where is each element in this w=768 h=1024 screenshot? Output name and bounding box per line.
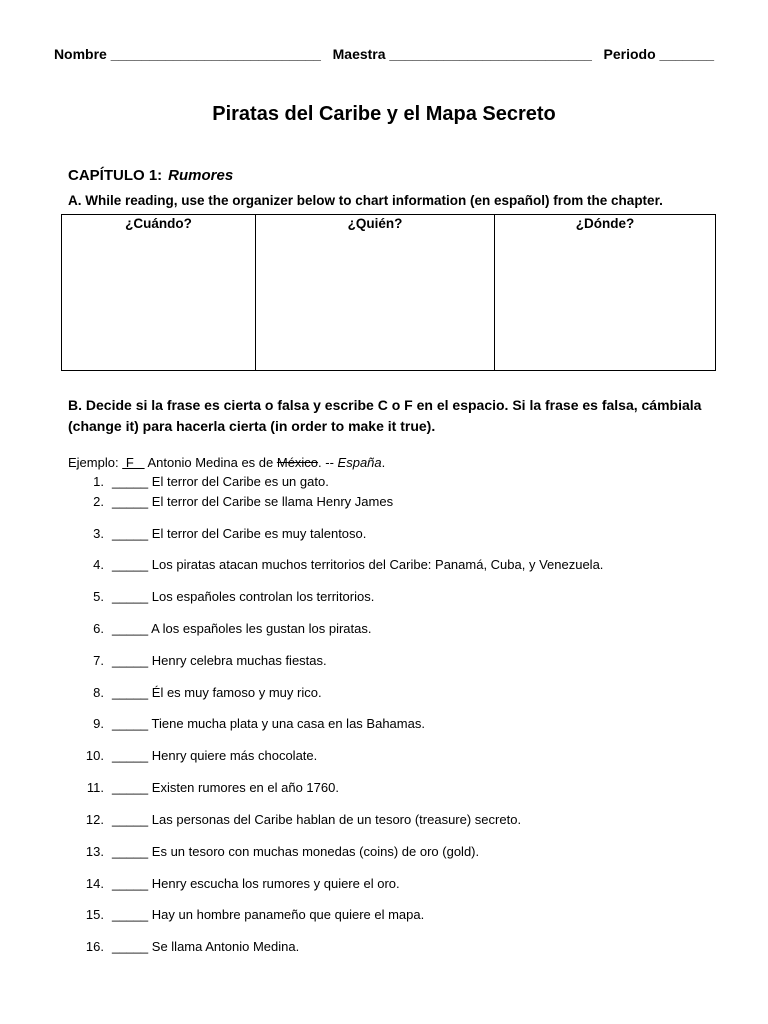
list-item xyxy=(68,474,728,490)
example-correction: España xyxy=(337,455,382,470)
list-item xyxy=(68,621,728,637)
list-item xyxy=(68,939,728,955)
item-text: Hay un hombre panameño que quiere el mapa. xyxy=(151,907,425,922)
answer-blank[interactable]: _____ xyxy=(112,844,149,859)
item-number: 11. xyxy=(86,780,104,795)
nombre-field[interactable]: Nombre ___________________________ xyxy=(53,46,321,62)
answer-blank[interactable]: _____ xyxy=(112,621,149,636)
item-number: 10. xyxy=(85,748,104,763)
student-info-header xyxy=(0,46,768,62)
list-item xyxy=(68,876,728,892)
answer-blank[interactable]: _____ xyxy=(112,653,149,668)
list-item xyxy=(68,494,728,510)
page-title: Piratas del Caribe y el Mapa Secreto xyxy=(212,103,556,125)
example-label: Ejemplo: xyxy=(68,455,123,470)
item-number: 13. xyxy=(85,844,104,859)
answer-blank[interactable]: _____ xyxy=(112,876,149,891)
item-text: El terror del Caribe es un gato. xyxy=(151,474,329,489)
maestra-field[interactable]: Maestra __________________________ xyxy=(332,46,592,62)
example-text: Antonio Medina es de xyxy=(144,455,277,470)
item-number: 9. xyxy=(93,716,104,731)
example-line xyxy=(68,455,385,471)
item-text: Los españoles controlan los territorios. xyxy=(151,589,375,604)
list-item xyxy=(68,653,728,669)
answer-blank[interactable]: _____ xyxy=(112,812,149,827)
organizer-column-donde[interactable]: ¿Dónde? xyxy=(495,215,716,371)
list-item xyxy=(68,907,728,923)
list-item xyxy=(68,716,728,732)
item-text: Es un tesoro con muchas monedas (coins) de oro (gold). xyxy=(151,844,480,859)
example-answer: F xyxy=(122,455,145,470)
example-sep: . -- xyxy=(318,455,338,470)
answer-blank[interactable]: _____ xyxy=(112,557,149,572)
item-text: Henry quiere más chocolate. xyxy=(151,748,318,763)
item-number: 7. xyxy=(93,653,104,668)
item-text: Los piratas atacan muchos territorios del Caribe: Panamá, Cuba, y Venezuela. xyxy=(151,557,604,572)
organizer-column-quien[interactable]: ¿Quién? xyxy=(256,215,495,371)
item-text: Existen rumores en el año 1760. xyxy=(151,780,339,795)
answer-blank[interactable]: _____ xyxy=(112,685,149,700)
item-number: 15. xyxy=(85,907,104,922)
item-text: Él es muy famoso y muy rico. xyxy=(151,685,322,700)
item-number: 2. xyxy=(93,494,104,509)
periodo-field[interactable]: Periodo _______ xyxy=(603,46,715,62)
item-text: Tiene mucha plata y una casa en las Bahamas. xyxy=(151,716,425,731)
answer-blank[interactable]: _____ xyxy=(112,494,149,509)
item-number: 3. xyxy=(93,526,104,541)
item-text: El terror del Caribe se llama Henry James xyxy=(151,494,394,509)
item-number: 12. xyxy=(85,812,104,827)
organizer-column-cuando[interactable]: ¿Cuándo? xyxy=(62,215,256,371)
item-text: Henry celebra muchas fiestas. xyxy=(151,653,327,668)
answer-blank[interactable]: _____ xyxy=(112,748,149,763)
answer-blank[interactable]: _____ xyxy=(112,780,149,795)
answer-blank[interactable]: _____ xyxy=(112,526,149,541)
list-item xyxy=(68,780,728,796)
item-number: 5. xyxy=(93,589,104,604)
item-text: Se llama Antonio Medina. xyxy=(151,939,300,954)
item-number: 8. xyxy=(93,685,104,700)
list-item xyxy=(68,589,728,605)
instruction-a: A. While reading, use the organizer below to chart information (en español) from the chapter. xyxy=(68,193,663,208)
item-text: Las personas del Caribe hablan de un tesoro (treasure) secreto. xyxy=(151,812,522,827)
list-item xyxy=(68,526,728,542)
chapter-heading xyxy=(68,167,233,184)
item-text: Henry escucha los rumores y quiere el oro. xyxy=(151,876,400,891)
item-number: 6. xyxy=(93,621,104,636)
list-item xyxy=(68,557,728,573)
item-number: 14. xyxy=(85,876,104,891)
instruction-b: B. Decide si la frase es cierta o falsa y escribe C o F en el espacio. Si la frase es falsa, cámbiala (change it) para hacerla cierta (in order to make it true). xyxy=(68,397,702,434)
item-number: 16. xyxy=(85,939,104,954)
item-text: A los españoles les gustan los piratas. xyxy=(151,621,372,636)
chapter-subtitle: Rumores xyxy=(168,167,234,184)
answer-blank[interactable]: _____ xyxy=(112,589,149,604)
organizer-table xyxy=(61,214,716,371)
example-wrong: México xyxy=(276,455,319,470)
answer-blank[interactable]: _____ xyxy=(112,907,149,922)
answer-blank[interactable]: _____ xyxy=(112,474,149,489)
example-end: . xyxy=(381,455,386,470)
list-item xyxy=(68,685,728,701)
list-item xyxy=(68,844,728,860)
item-number: 4. xyxy=(93,557,104,572)
item-text: El terror del Caribe es muy talentoso. xyxy=(151,526,367,541)
answer-blank[interactable]: _____ xyxy=(112,716,149,731)
item-number: 1. xyxy=(93,474,104,489)
answer-blank[interactable]: _____ xyxy=(112,939,149,954)
list-item xyxy=(68,812,728,828)
chapter-label: CAPÍTULO 1: xyxy=(68,167,163,184)
list-item xyxy=(68,748,728,764)
